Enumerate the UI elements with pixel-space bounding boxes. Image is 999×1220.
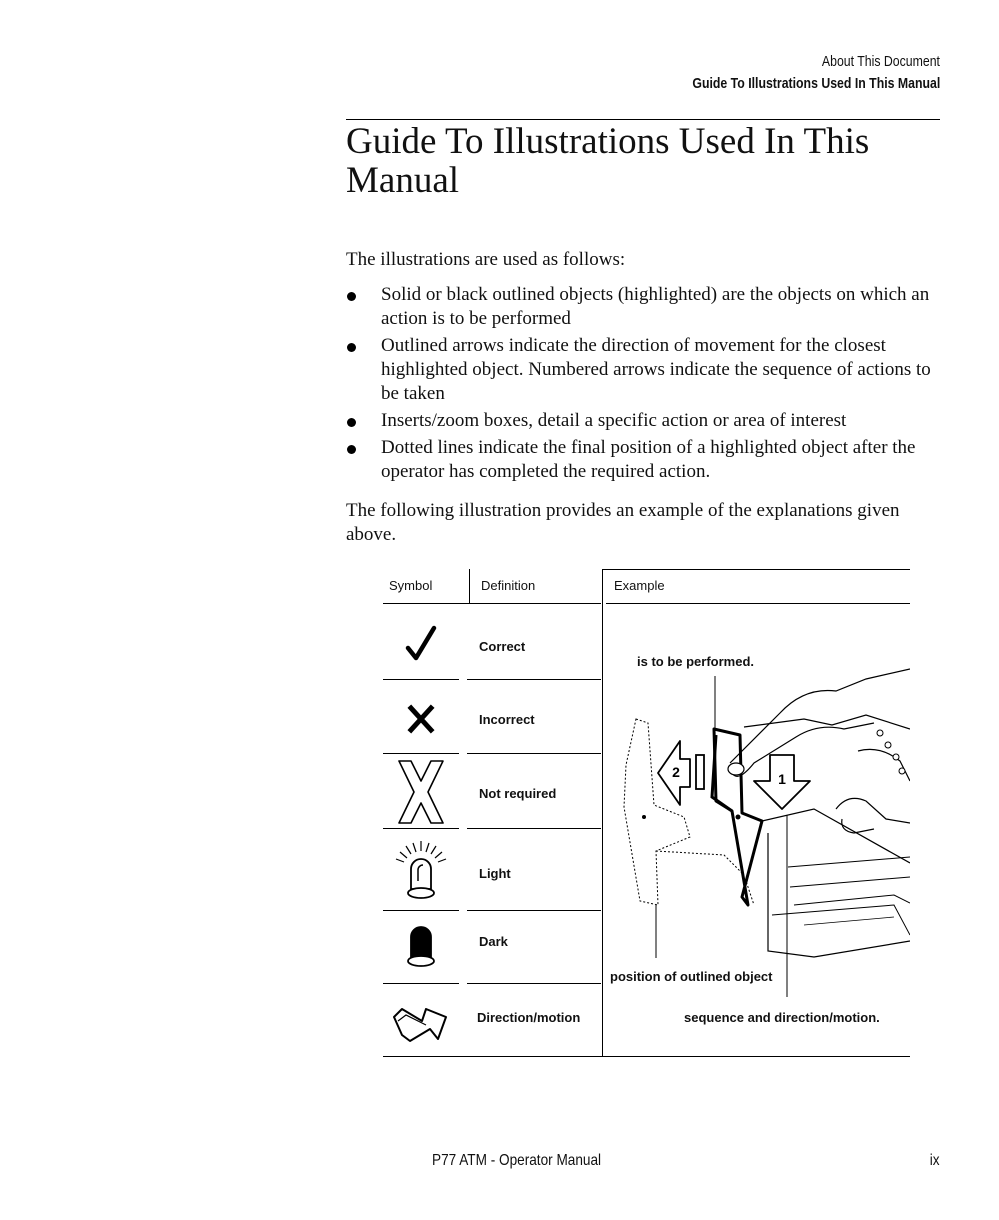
definition-direction-motion: Direction/motion (477, 1010, 581, 1025)
arrow-number-2: 2 (672, 764, 680, 780)
definition-correct: Correct (479, 639, 526, 654)
header-rule (346, 119, 940, 120)
row-divider (383, 753, 459, 754)
definition-light: Light (479, 866, 511, 881)
checkmark-icon (383, 622, 459, 666)
row-divider (383, 679, 459, 680)
bullet-icon (347, 292, 356, 301)
definition-dark: Dark (479, 934, 508, 949)
lamp-light-icon (383, 836, 459, 906)
row-divider (383, 828, 459, 829)
page-title: Guide To Illustrations Used In This Manual (346, 121, 870, 201)
row-divider (467, 679, 601, 680)
bullet-icon (347, 418, 356, 427)
row-divider (383, 983, 459, 984)
list-item-text: Dotted lines indicate the final position of a highlighted object after the operator has completed the required action. (381, 437, 916, 482)
bullet-list (346, 283, 936, 487)
bullet-icon (347, 445, 356, 454)
list-item (346, 283, 936, 331)
definition-incorrect: Incorrect (479, 712, 535, 727)
footer-page-number: ix (930, 1152, 940, 1169)
list-item-text: Inserts/zoom boxes, detail a specific action or area of interest (381, 410, 847, 431)
arrow-number-1: 1 (778, 771, 786, 787)
table-top-rule (603, 569, 910, 570)
callout-final-position: position of outlined object (610, 969, 773, 984)
running-header-subsection: Guide To Illustrations Used In This Manual (692, 75, 940, 92)
follow-paragraph: The following illustration provides an example of the explanations given above. (346, 500, 900, 545)
callout-numbered-arrows: sequence and direction/motion. (684, 1010, 880, 1025)
header-divider (469, 569, 470, 603)
header-symbol: Symbol (389, 578, 433, 593)
outlined-arrow-icon (383, 992, 459, 1048)
list-item (346, 334, 936, 406)
list-item (346, 409, 936, 433)
header-definition: Definition (481, 578, 536, 593)
list-item (346, 436, 936, 484)
bullet-icon (347, 343, 356, 352)
list-item-text: Solid or black outlined objects (highlighted) are the objects on which an action is to be performed (381, 284, 930, 329)
footer-manual-title: P77 ATM - Operator Manual (432, 1152, 602, 1169)
list-item-text: Outlined arrows indicate the direction of movement for the closest highlighted object. Numbered arrows indicate the sequence of actions to be taken (381, 335, 931, 404)
definition-not-required: Not required (479, 786, 557, 801)
row-divider (467, 753, 601, 754)
intro-paragraph: The illustrations are used as follows: (346, 249, 626, 270)
header-example: Example (614, 578, 665, 593)
row-divider (467, 828, 601, 829)
example-divider (602, 569, 603, 1057)
header-rule-right (606, 603, 910, 604)
table-bottom-rule (383, 1056, 910, 1057)
running-header-section: About This Document (821, 53, 940, 70)
row-divider (383, 910, 459, 911)
x-mark-icon (383, 698, 459, 740)
row-divider (467, 910, 601, 911)
example-illustration (604, 605, 910, 1025)
header-rule-left (383, 603, 601, 604)
outlined-x-icon (383, 758, 459, 826)
row-divider (467, 983, 601, 984)
callout-highlighted-object: is to be performed. (637, 654, 755, 669)
lamp-dark-icon (383, 915, 459, 977)
